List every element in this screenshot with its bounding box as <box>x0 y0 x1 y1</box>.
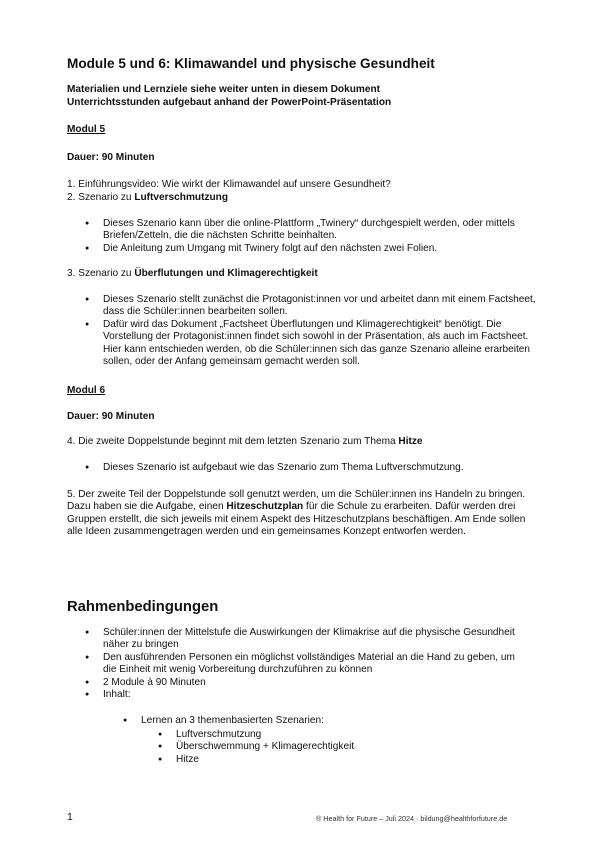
rahmen-heading: Rahmenbedingungen <box>67 599 219 615</box>
list-item: ● Dieses Szenario kann über die online-Plattform „Twinery“ durchgespielt werden, oder mittels Briefen/Zetteln, die die nächsten Schritte beinhalten. <box>67 218 537 243</box>
rahmen-sub-bullets <box>67 715 517 727</box>
modul6-heading: Modul 6 <box>67 385 106 396</box>
list-item: ● Den ausführenden Personen ein möglichst vollständiges Material an die Hand zu geben, um die Einheit mit wenig Vorbereitung durchzuführen zu können <box>67 652 517 677</box>
list-item: ● Dafür wird das Dokument „Factsheet Überflutungen und Klimagerechtigkeit“ benötigt. Die Vorstellung der Protagonist:innen findet sich sowohl in der Präsentation, als auch im Factsheet. Hier kann entschieden werden, ob die Schüler:innen sich das ganze Szenario alleine erarbeiten sollen, oder der Anfang gemeinsam gemacht werden soll. <box>67 319 542 369</box>
modul5-item-2-bullets <box>67 218 537 255</box>
list-item: ● Schüler:innen der Mittelstufe die Auswirkungen der Klimakrise auf die physische Gesundheit näher zu bringen <box>67 627 517 652</box>
list-item: ● Dieses Szenario ist aufgebaut wie das Szenario zum Thema Luftverschmutzung. <box>67 462 537 474</box>
modul5-item-3: 3. Szenario zu Überflutungen und Klimagerechtigkeit <box>67 268 318 279</box>
modul5-heading: Modul 5 <box>67 124 106 135</box>
modul6-duration: Dauer: 90 Minuten <box>67 411 155 422</box>
list-item: ● Lernen an 3 themenbasierten Szenarien: <box>67 715 517 727</box>
list-item: ● Überschwemmung + Klimagerechtigkeit <box>67 741 517 753</box>
list-item: ● Luftverschmutzung <box>67 729 517 741</box>
rahmen-bullets <box>67 627 517 701</box>
modul5-item-1: 1. Einführungsvideo: Wie wirkt der Klimawandel auf unsere Gesundheit? <box>67 179 391 190</box>
list-item: ● Inhalt: <box>67 689 517 701</box>
page-number: 1 <box>67 811 73 823</box>
modul6-item-5: 5. Der zweite Teil der Doppelstunde soll genutzt werden, um die Schüler:innen ins Handeln zu bringen. Dazu haben sie die Aufgabe, einen Hitzeschutzplan für die Schule zu erarbeiten. Dafür werden drei Gruppen erstellt, die sich jeweils mit einem Aspekt des Hitzeschutzplans beschäftigen. Am Ende sollen alle Ideen zusammengetragen werden und ein gemeinsames Konzept entworfen werden. <box>67 489 526 538</box>
list-item: ● Die Anleitung zum Umgang mit Twinery folgt auf den nächsten zwei Folien. <box>67 243 537 255</box>
intro-line-2: Unterrichtsstunden aufgebaut anhand der PowerPoint-Präsentation <box>67 97 392 108</box>
modul6-item-4-bullets <box>67 462 537 474</box>
list-item: ● 2 Module à 90 Minuten <box>67 677 517 689</box>
modul5-item-3-bullets <box>67 294 542 368</box>
footer-credit: ® Health for Future – Juli 2024 · bildung@healthforfuture.de <box>316 814 508 823</box>
list-item: ● Hitze <box>67 754 517 766</box>
modul5-duration: Dauer: 90 Minuten <box>67 152 155 163</box>
intro-line-1: Materialien und Lernziele siehe weiter unten in diesem Dokument <box>67 84 380 95</box>
rahmen-sub-sub-bullets <box>67 729 517 766</box>
page-title: Module 5 und 6: Klimawandel und physische Gesundheit <box>67 56 435 71</box>
modul6-item-4: 4. Die zweite Doppelstunde beginnt mit dem letzten Szenario zum Thema Hitze <box>67 436 423 447</box>
list-item: ● Dieses Szenario stellt zunächst die Protagonist:innen vor und arbeitet dann mit einem Factsheet, dass die Schüler:innen bearbeiten sollen. <box>67 294 542 319</box>
modul5-item-2: 2. Szenario zu Luftverschmutzung <box>67 192 228 203</box>
